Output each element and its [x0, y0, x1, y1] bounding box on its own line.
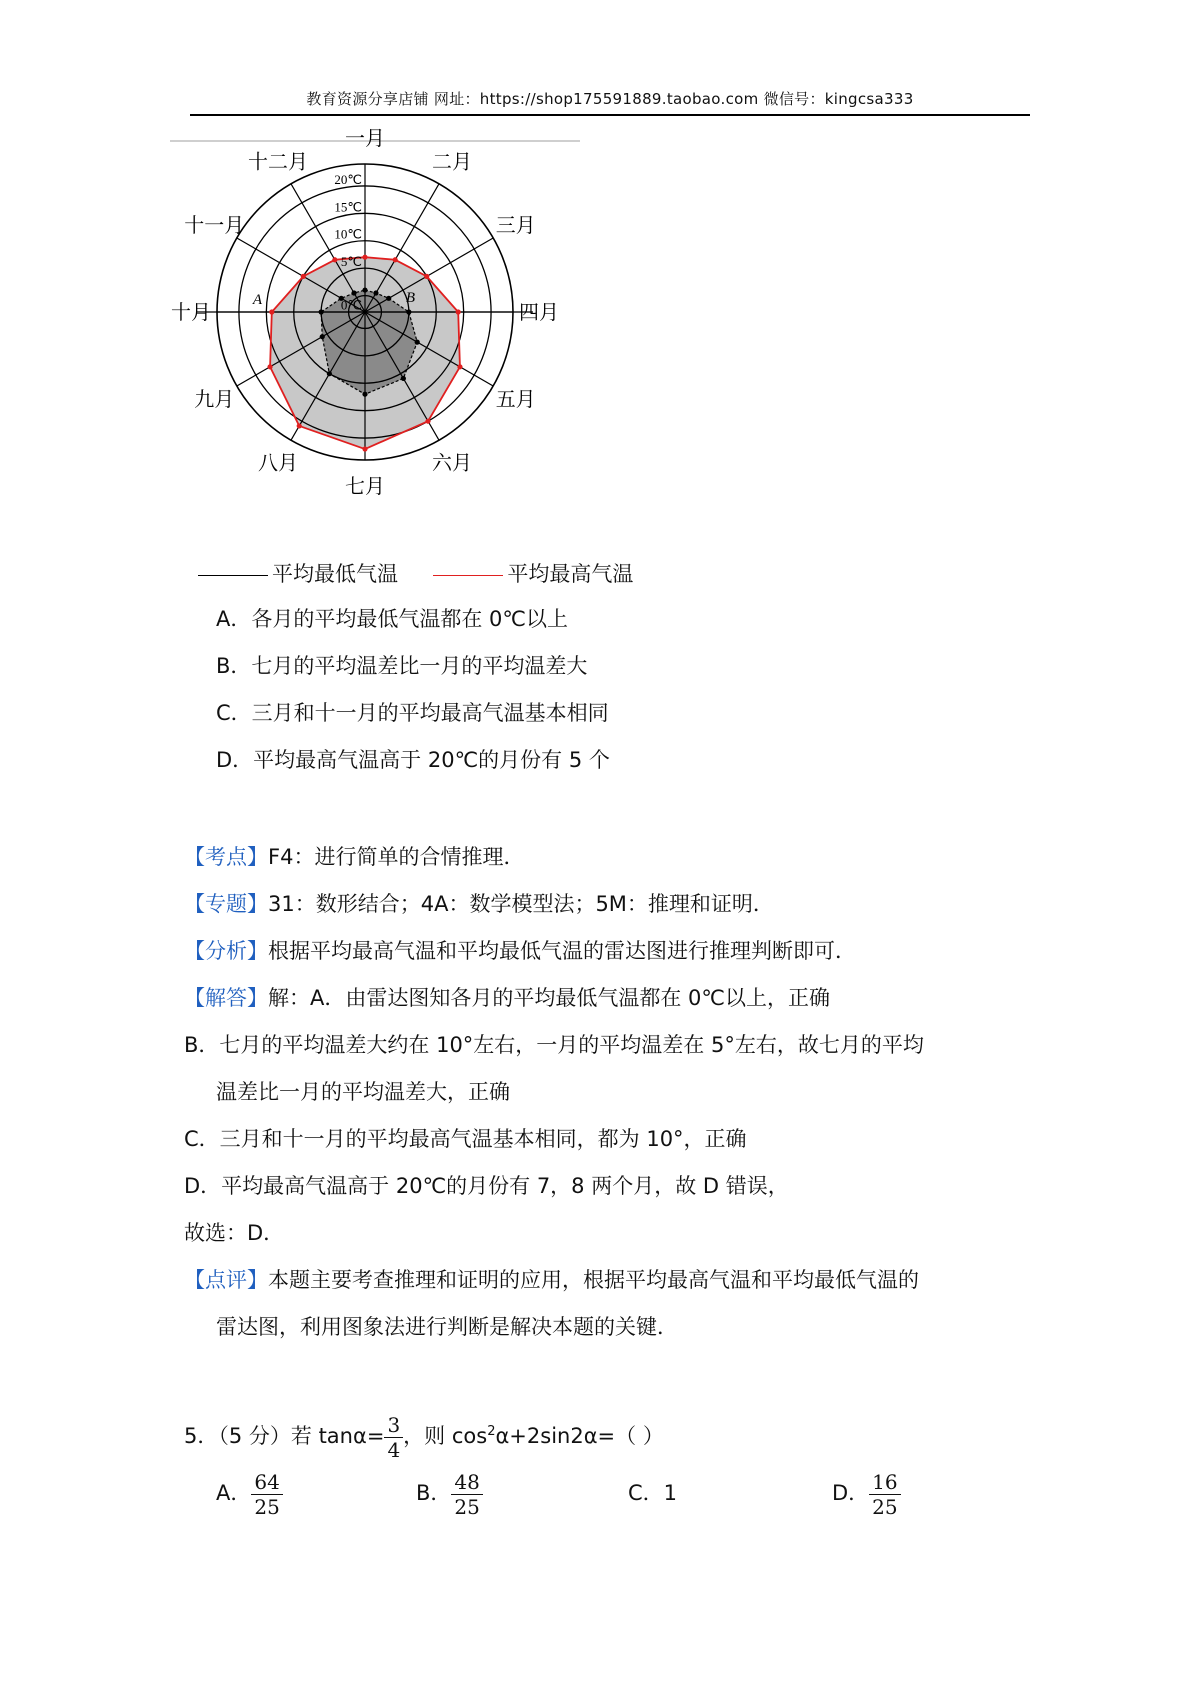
point-label-a: A	[252, 292, 263, 308]
zhuanti-tag: 【专题】	[184, 892, 268, 916]
ring-label: 0℃	[340, 297, 362, 313]
month-label: 五月	[495, 387, 536, 411]
fraction-denominator: 25	[454, 1494, 480, 1519]
q5-option-label: D．	[832, 1481, 870, 1505]
q5-tan-fraction	[384, 1413, 403, 1462]
legend-high-label: 平均最高气温	[507, 562, 634, 586]
q4-option-b: B．七月的平均温差比一月的平均温差大	[216, 654, 588, 678]
solution-line-c: C．三月和十一月的平均最高气温基本相同，都为 10°，正确	[184, 1127, 747, 1151]
ring-label: 5℃	[340, 254, 362, 270]
high-point	[301, 274, 306, 279]
low-point	[351, 290, 356, 295]
fenxi-tag: 【分析】	[184, 939, 268, 963]
fraction-denominator: 25	[872, 1494, 898, 1519]
answer-line: 故选：D．	[184, 1221, 285, 1245]
low-point	[327, 371, 332, 376]
kaodian-line	[184, 841, 524, 871]
q4-option-a: A．各月的平均最低气温都在 0℃以上	[216, 607, 568, 631]
high-point	[267, 364, 272, 369]
ring-label: 15℃	[334, 199, 362, 215]
fenxi-text: 根据平均最高气温和平均最低气温的雷达图进行推理判断即可．	[268, 939, 856, 963]
question-5	[184, 1408, 664, 1462]
q5-option-b	[416, 1468, 483, 1519]
header-text: 教育资源分享店铺 网址：https://shop175591889.taobao.com 微信号：kingcsa333	[306, 90, 914, 108]
legend-low-line	[198, 575, 268, 576]
low-point	[319, 309, 324, 314]
high-point	[269, 309, 274, 314]
radar-chart	[170, 126, 650, 540]
low-point	[401, 376, 406, 381]
page-header	[190, 84, 1030, 116]
q4-option-d: D．平均最高气温高于 20℃的月份有 5 个	[216, 748, 610, 772]
fraction-denominator: 25	[254, 1494, 280, 1519]
fraction-numerator: 64	[251, 1470, 282, 1495]
high-point	[457, 364, 462, 369]
kaodian-tag: 【考点】	[184, 845, 268, 869]
low-point	[362, 287, 367, 292]
fraction-denominator: 4	[387, 1437, 401, 1462]
low-point	[373, 290, 378, 295]
high-point	[456, 309, 461, 314]
solution-line-b2: 温差比一月的平均温差大，正确	[216, 1080, 510, 1104]
low-point	[386, 296, 391, 301]
solution-line-d: D．平均最高气温高于 20℃的月份有 7，8 两个月，故 D 错误，	[184, 1174, 789, 1198]
month-label: 四月	[519, 300, 559, 324]
q5-option-a	[216, 1468, 283, 1519]
point-label-b: B	[405, 290, 416, 306]
jieda-tag: 【解答】	[184, 986, 268, 1010]
month-label: 七月	[345, 474, 385, 498]
low-point	[320, 334, 325, 339]
q5-option-label: C．1	[628, 1481, 678, 1505]
month-label: 十月	[171, 300, 211, 324]
q5-prefix: 5．（5 分）若 tanα=	[184, 1424, 385, 1448]
low-point	[362, 392, 367, 397]
fenxi-line	[184, 935, 856, 965]
zhuanti-text: 31：数形结合；4A：数学模型法；5M：推理和证明．	[268, 892, 774, 916]
kaodian-text: F4：进行简单的合情推理．	[268, 845, 525, 869]
high-point	[362, 255, 367, 260]
low-point	[406, 309, 411, 314]
ring-label: 10℃	[334, 226, 362, 242]
month-label: 八月	[258, 450, 298, 475]
legend-high-line	[433, 575, 503, 576]
q5-option-d	[832, 1468, 901, 1519]
month-label: 十一月	[184, 213, 245, 237]
month-label: 二月	[432, 149, 472, 174]
q5-option-fraction	[451, 1470, 482, 1519]
fraction-numerator: 16	[869, 1470, 900, 1495]
chart-legend	[198, 558, 658, 588]
q5-superscript: 2	[487, 1424, 496, 1439]
high-point	[297, 423, 302, 428]
dianping-text: 本题主要考查推理和证明的应用，根据平均最高气温和平均最低气温的	[268, 1268, 919, 1292]
q4-option-c: C．三月和十一月的平均最高气温基本相同	[216, 701, 609, 725]
low-point	[415, 340, 420, 345]
q5-option-fraction	[869, 1470, 900, 1519]
month-label: 九月	[194, 387, 235, 411]
q5-suffix: α+2sin2α=（ ）	[495, 1424, 664, 1448]
jieda-text: 解：A．由雷达图知各月的平均最低气温都在 0℃以上，正确	[268, 986, 830, 1010]
dianping-tag: 【点评】	[184, 1268, 268, 1292]
q5-option-fraction	[251, 1470, 282, 1519]
high-point	[393, 257, 398, 262]
zhuanti-line	[184, 888, 774, 918]
q5-option-label: A．	[216, 1481, 252, 1505]
high-point	[332, 257, 337, 262]
dianping-line-2: 雷达图，利用图象法进行判断是解决本题的关键．	[216, 1315, 678, 1339]
q5-option-c	[628, 1468, 677, 1518]
solution-line-b1: B．七月的平均温差大约在 10°左右，一月的平均温差在 5°左右，故七月的平均	[184, 1033, 924, 1057]
jieda-line	[184, 982, 830, 1012]
dianping-line	[184, 1264, 919, 1294]
high-point	[362, 446, 367, 451]
month-label: 十二月	[248, 149, 308, 174]
q5-option-label: B．	[416, 1481, 452, 1505]
high-point	[424, 274, 429, 279]
month-label: 一月	[345, 126, 385, 150]
ring-label: 20℃	[334, 171, 362, 187]
month-label: 六月	[432, 450, 472, 475]
legend-low-label: 平均最低气温	[272, 562, 398, 586]
fraction-numerator: 48	[451, 1470, 482, 1495]
q5-middle: ，则 cos	[403, 1424, 488, 1448]
high-point	[425, 419, 430, 424]
fraction-numerator: 3	[384, 1413, 403, 1438]
month-label: 三月	[495, 213, 536, 237]
